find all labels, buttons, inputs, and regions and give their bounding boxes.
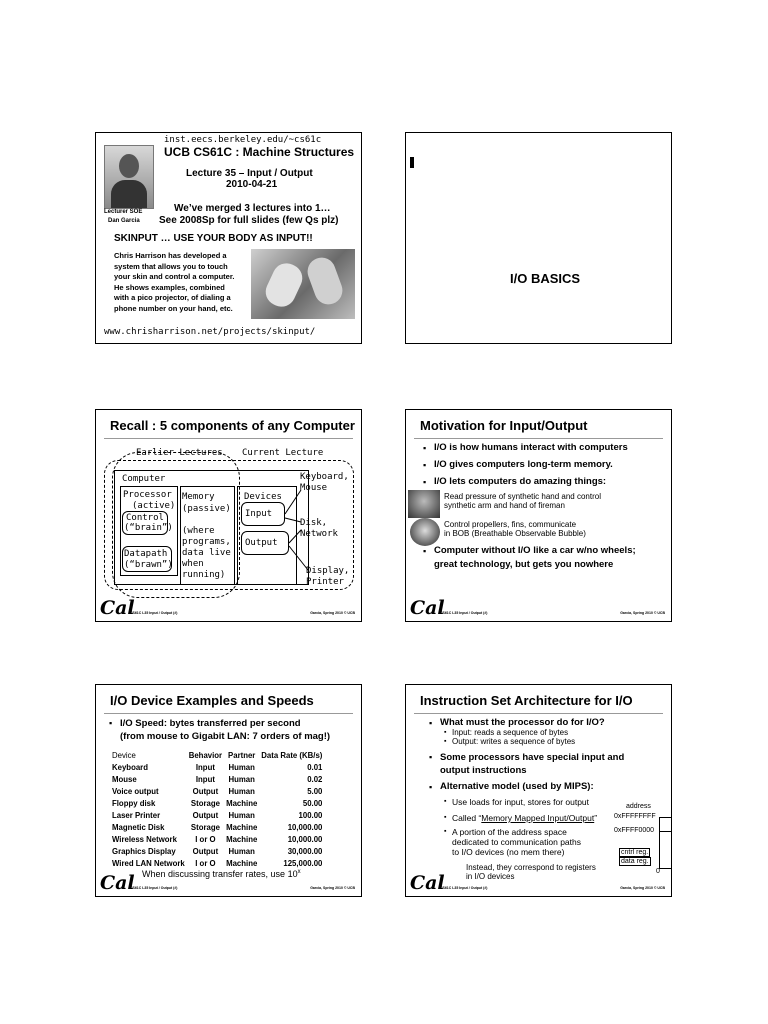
course-url: inst.eecs.berkeley.edu/~cs61c [164,135,322,145]
sub-loads: ▪ Use loads for input, stores for output [452,797,589,807]
active-label: (active) [132,501,176,511]
computer-label: Computer [122,474,166,484]
bullet-special: ▪ Some processors have special input and output instructions [440,751,624,777]
bullet-alternative: ▪ Alternative model (used by MIPS): [440,781,594,793]
slide-footer: Cal CS61C L35 Input / Output (#) Garcia, Spring 2010 © UCB [410,872,665,894]
address-label: address [626,803,651,810]
table-row: Keyboard Input Human 0.01 [112,762,323,772]
disk-label: Disk, Network [300,518,338,539]
table-row: Laser Printer Output Human 100.00 [112,810,323,820]
datapath-label: Datapath [124,549,168,559]
table-row: Wired LAN Network I or O Machine 125,000.00 [112,858,323,868]
table-row: Wireless Network I or O Machine 10,000.00 [112,834,323,844]
course-title: UCB CS61C : Machine Structures [164,145,355,159]
brain-label: (“brain”) [124,523,173,533]
earlier-lectures-label: Earlier Lectures [136,448,223,458]
sub-output: ▪ Output: writes a sequence of bytes [452,737,575,746]
data-reg-label: data reg. [621,858,649,865]
bullet-amazing: ▪ I/O lets computers do amazing things: [434,476,606,488]
device-speed-table [110,749,324,869]
merged-note-2: See 2008Sp for full slides (few Qs plz) [159,215,339,226]
slide-footer: Cal CS61C L35 Input / Output (#) Garcia, Spring 2010 © UCB [100,872,355,894]
fireman-photo [408,490,440,518]
cntrl-reg-label: cntrl reg. [621,849,649,856]
slide-title: Recall : 5 components of any Computer [110,418,355,433]
skinput-photo [251,249,355,319]
skinput-link[interactable]: www.chrisharrison.net/projects/skinput/ [104,327,316,337]
lecturer-role: Lecturer SOE [104,209,143,215]
display-label: Display, Printer [306,566,350,587]
skinput-headline: SKINPUT … USE YOUR BODY AS INPUT!! [114,233,313,244]
device-connectors [96,410,362,622]
transfer-rate-note: When discussing transfer rates, use 10$^x$ [142,869,301,879]
input-label: Input [245,509,273,519]
bullet-car: ▪ Computer without I/O like a car w/no wheels; great technology, but gets you nowhere [434,544,636,572]
table-row: Magnetic Disk Storage Machine 10,000.00 [112,822,323,832]
sub-address-space: ▪ A portion of the address space dedicated to communication paths to I/O devices (no mem there) [452,827,581,857]
skinput-body: Chris Harrison has developed a system that allows you to touch your skin and control a computer. He shows examples, combined with a pico projector, of dialing a phone number on your hand, etc. [114,251,235,313]
sub-fireman: Read pressure of synthetic hand and control synthetic arm and hand of fireman [444,492,601,510]
address-top: 0xFFFFFFFF [614,813,656,820]
cursor-bar [410,157,414,168]
bullet-memory: ▪ I/O gives computers long-term memory. [434,459,613,471]
passive-label: (passive) [182,504,231,514]
sub-registers: Instead, they correspond to registers in I/O devices [466,863,596,881]
slide-title: Instruction Set Architecture for I/O [420,693,633,708]
table-row: Voice output Output Human 5.00 [112,786,323,796]
lecture-number: Lecture 35 – Input / Output [186,168,313,179]
table-row: Graphics Display Output Human 30,000.00 [112,846,323,856]
current-lecture-label: Current Lecture [242,448,324,458]
map-divider [659,831,672,832]
merged-note-1: We’ve merged 3 lectures into 1… [174,203,331,214]
slide-4-motivation [405,409,672,622]
keyboard-label: Keyboard, Mouse [300,472,349,493]
bullet-humans: ▪ I/O is how humans interact with computers [434,442,628,454]
slide-footer: Cal CS61C L35 Input / Output (#) Garcia, Spring 2010 © UCB [100,597,355,619]
brawn-label: (“brawn”) [124,560,173,570]
lecturer-photo [104,145,154,209]
memory-where: (where programs, data live when running) [182,526,231,580]
bob-photo [410,518,440,546]
output-label: Output [245,538,278,548]
slide-2-section [405,132,672,344]
bullet-speed: ▪ I/O Speed: bytes transferred per second (from mouse to Gigabit LAN: 7 orders of mag!) [120,717,330,743]
cal-logo: Cal [410,872,445,894]
memory-map [659,817,672,869]
section-title: I/O BASICS [510,271,581,286]
slide-3-components [95,409,362,622]
processor-label: Processor [123,490,172,500]
lecturer-name: Dan Garcia [108,218,140,224]
cal-logo: Cal [100,597,135,619]
table-row: Mouse Input Human 0.02 [112,774,323,784]
sub-input: ▪ Input: reads a sequence of bytes [452,728,568,737]
cal-logo: Cal [100,872,135,894]
slide-5-speeds [95,684,362,897]
control-label: Control [126,513,164,523]
sub-memory-mapped: ▪ Called “Memory Mapped Input/Output” [452,813,597,823]
address-zero: 0 [656,868,660,875]
bullet-processor: ▪ What must the processor do for I/O? [440,717,605,729]
slide-1-title [95,132,362,344]
slide-title: I/O Device Examples and Speeds [110,693,314,708]
table-header: Device Behavior Partner Data Rate (KB/s) [112,750,323,760]
slide-6-isa [405,684,672,897]
lecture-date: 2010-04-21 [226,179,278,190]
table-row: Floppy disk Storage Machine 50.00 [112,798,323,808]
slide-title: Motivation for Input/Output [420,418,588,433]
cal-logo: Cal [410,597,445,619]
slide-footer: Cal CS61C L35 Input / Output (#) Garcia, Spring 2010 © UCB [410,597,665,619]
devices-label: Devices [244,492,282,502]
memory-label: Memory [182,492,215,502]
address-mid: 0xFFFF0000 [614,827,655,834]
sub-bob: Control propellers, fins, communicate in BOB (Breathable Observable Bubble) [444,520,586,538]
